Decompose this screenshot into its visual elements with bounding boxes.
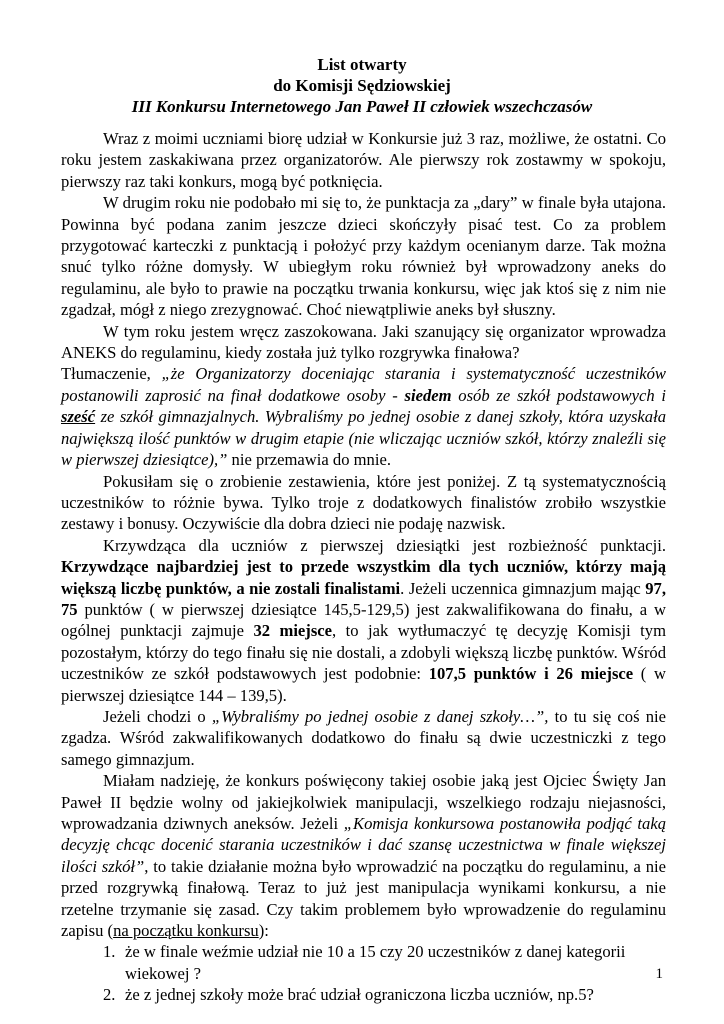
bold-span: 107,5 punktów i 26 miejsce xyxy=(428,664,634,684)
bold-span: 97, 75 xyxy=(61,578,666,619)
quote-span: ze szkół gimnazjalnych. Wybraliśmy po jednej osobie z danej szkoły, która uzyskała największą ilość punktów w drugim etapie (nie wliczając uczniów szkół, którzy znaleźli się w pierwszej dziesiątce),” xyxy=(61,407,666,470)
text-span: . Jeżeli uczennica gimnazjum mając xyxy=(400,578,646,598)
numbered-list xyxy=(61,941,666,1005)
text-span: nie przemawia do mnie. xyxy=(227,450,391,470)
quote-span: „że Organizatorzy doceniając starania i systematyczność uczestników postanowili zaprosić na finał dodatkowe osoby - xyxy=(61,364,666,405)
text-span: punktów ( w pierwszej dziesiątce 145,5-129,5) jest zakwalifikowana do finału, a w ogólnej punktacji zajmuje xyxy=(61,599,666,641)
list-text: że w finale weźmie udział nie 10 a 15 czy 20 uczestników z danej kategorii wiekowej ? xyxy=(125,942,626,983)
text-span: Jeżeli chodzi o xyxy=(103,706,212,726)
paragraph-5: Pokusiłam się o zrobienie zestawienia, które jest poniżej. Z tą systematycznością uczestników to różnie bywa. Tylko troje z dodatkowych finalistów zrobiło wszystkie zestawy i bonusy. Oczywiście dla dobra dzieci nie podaję nazwisk. xyxy=(61,471,666,534)
text-span: to tu się coś nie zgadza. Wśród zakwalifikowanych dodatkowo do finału są dwie uczestniczki z tego samego gimnazjum. xyxy=(61,706,666,769)
text-span: Miałam nadzieję, że konkurs poświęcony takiej osobie jaką jest Ojciec Święty Jan Paweł II będzie wolny od jakiejkolwiek manipulacji, wszelkiego rodzaju niejasności, wprowadzania dziwnych aneksów. Jeżeli xyxy=(61,771,666,833)
paragraph-3: W tym roku jestem wręcz zaszokowana. Jaki szanujący się organizator wprowadza ANEKS do regulaminu, kiedy została już tylko rozgrywka finałowa? xyxy=(61,321,666,363)
letter-header xyxy=(60,54,664,117)
text-span: , to takie działanie można było wprowadzić na początku do regulaminu, a nie przed rozgrywką finałową. Teraz to już jest manipulacja wynikami konkursu, a nie rzetelne trzymanie się zasad. Czy takim problemem było wprowadzenie do regulaminu zapisu ( xyxy=(61,856,667,941)
paragraph-8 xyxy=(61,770,666,941)
text-span: Krzywdząca dla uczniów z pierwszej dziesiątki jest rozbieżność punktacji. xyxy=(103,535,666,555)
paragraph-6 xyxy=(61,535,666,706)
paragraph-7 xyxy=(61,706,666,770)
underline-span: na początku konkursu xyxy=(113,921,259,941)
text-span: Tłumaczenie, xyxy=(61,364,162,384)
quote-span: „Wybraliśmy po jednej osobie z danej szkoły…”, xyxy=(211,706,549,726)
header-title: List otwarty xyxy=(317,55,407,74)
paragraph-1: Wraz z moimi uczniami biorę udział w Konkursie już 3 raz, możliwe, że ostatni. Co roku jestem zaskakiwana przez organizatorów. Ale pierwszy rok zostawmy w spokoju, pierwszy raz taki konkurs, mogą być potknięcia. xyxy=(61,129,666,191)
paragraph-2: W drugim roku nie podobało mi się to, że punktacja za „dary” w finale była utajona. Powinna być podana zanim jeszcze dzieci skończyły pisać test. Co za problem przygotować karteczki z punktacją i położyć przy każdym ocenianym darze. Tak można snuć tylko różne domysły. W ubiegłym roku również był wprowadzony aneks do regulaminu, ale było to prawie na początku trwania konkursu, więc jak ktoś się z nim nie zgadzał, mógł z niego zrezygnować. Choć niewątpliwie aneks był słuszny. xyxy=(61,193,666,320)
list-item xyxy=(61,941,666,984)
list-text: że z jednej szkoły może brać udział ograniczona liczba uczniów, np.5? xyxy=(125,985,594,1005)
quote-span: „Komisja konkursowa postanowiła podjąć taką decyzję chcąc docenić starania uczestników i dać szansę uczestnictwa w finale większej ilości szkół” xyxy=(61,814,667,876)
text-span: ( w pierwszej dziesiątce 144 – 139,5). xyxy=(61,664,666,705)
text-span: , to jak wytłumaczyć tę decyzję Komisji tym pozostałym, którzy do tego finału się nie dostali, a zdobyli większą liczbę punktów. Wśród uczestników ze szkół podstawowych jest podobnie: xyxy=(61,621,666,684)
text-span: ): xyxy=(258,921,269,941)
list-number: 2. xyxy=(103,985,116,1005)
header-contest-name: III Konkursu Internetowego Jan Paweł II człowiek wszechczasów xyxy=(131,97,593,116)
list-item xyxy=(61,984,666,1005)
bold-quote-span: siedem xyxy=(404,385,452,405)
bold-span: Krzywdzące najbardziej jest to przede wszystkim dla tych uczniów, którzy mają większą liczbę punktów, a nie zostali finalistami xyxy=(61,557,666,598)
bold-underline-span: sześć xyxy=(61,407,96,427)
quote-span: osób ze szkół podstawowych i xyxy=(451,385,666,405)
page-number: 1 xyxy=(655,966,663,982)
list-number: 1. xyxy=(103,942,116,962)
paragraph-4 xyxy=(61,363,666,470)
bold-span: 32 miejsce xyxy=(253,621,333,641)
letter-body xyxy=(61,128,666,1006)
header-recipient: do Komisji Sędziowskiej xyxy=(273,76,451,95)
